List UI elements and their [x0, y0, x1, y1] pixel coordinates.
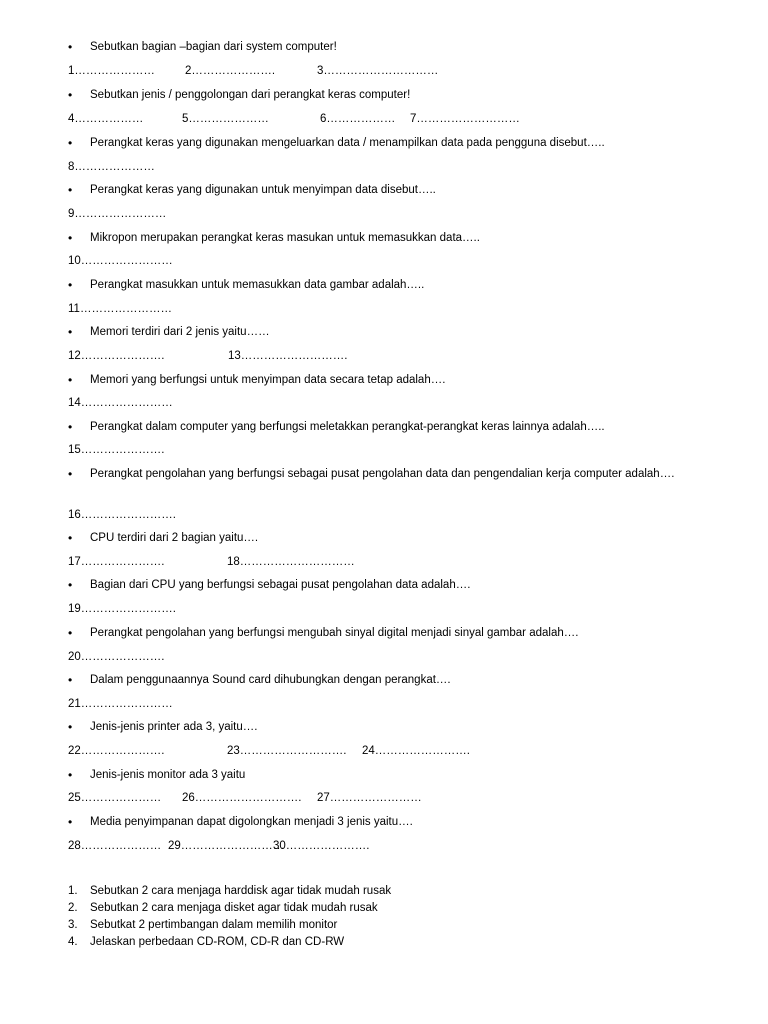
answer-blank: 5………………… — [182, 113, 269, 125]
question-13: • Perangkat pengolahan yang berfungsi mengubah sinyal digital menjadi sinyal gambar adalah…. — [90, 626, 578, 640]
question-5: • Mikropon merupakan perangkat keras masukan untuk memasukkan data….. — [90, 231, 480, 245]
answer-blank: 30…………………. — [273, 840, 370, 852]
answer-blank: 7……………………… — [410, 113, 520, 125]
essay-text: Sebutkan 2 cara menjaga harddisk agar tidak mudah rusak — [90, 885, 392, 897]
essay-number: 2. — [68, 902, 78, 914]
answer-blank: 24……………………. — [362, 745, 470, 757]
essay-item-3 — [68, 918, 337, 932]
answer-blank: 11…………………… — [68, 303, 172, 315]
answer-blank: 18………………………… — [227, 556, 355, 568]
essay-number: 4. — [68, 936, 78, 948]
question-3: • Perangkat keras yang digunakan mengeluarkan data / menampilkan data pada pengguna disebut….. — [90, 136, 605, 150]
essay-item-2 — [68, 901, 378, 915]
answer-blank: 25………………… — [68, 792, 162, 804]
answer-blank: 3………………………… — [317, 65, 439, 77]
answer-blank: 27…………………… — [317, 792, 422, 804]
answer-blank: 15…………………. — [68, 444, 165, 456]
question-7: • Memori terdiri dari 2 jenis yaitu…… — [90, 325, 270, 339]
essay-text: Sebutkan 2 cara menjaga disket agar tidak mudah rusak — [90, 902, 378, 914]
question-15: • Jenis-jenis printer ada 3, yaitu…. — [90, 720, 257, 734]
question-14: • Dalam penggunaannya Sound card dihubungkan dengan perangkat…. — [90, 673, 451, 687]
question-10: • Perangkat pengolahan yang berfungsi sebagai pusat pengolahan data dan pengendalian kerja computer adalah…. — [90, 466, 690, 482]
question-17: • Media penyimpanan dapat digolongkan menjadi 3 jenis yaitu…. — [90, 815, 413, 829]
essay-item-1 — [68, 884, 391, 898]
answer-blank: 26………………………. — [182, 792, 302, 804]
answer-blank: 8………………… — [68, 161, 155, 173]
answer-blank: 2…………………. — [185, 65, 276, 77]
question-16: • Jenis-jenis monitor ada 3 yaitu — [90, 768, 245, 782]
question-12: • Bagian dari CPU yang berfungsi sebagai pusat pengolahan data adalah…. — [90, 578, 470, 592]
answer-blank: 10…………………… — [68, 255, 173, 267]
question-1: • Sebutkan bagian –bagian dari system computer! — [90, 40, 337, 54]
answer-blank: 20…………………. — [68, 651, 165, 663]
essay-text: Jelaskan perbedaan CD-ROM, CD-R dan CD-RW — [90, 936, 345, 948]
answer-blank: 13………………………. — [228, 350, 348, 362]
answer-blank: 28………………… — [68, 840, 162, 852]
essay-text: Sebutkat 2 pertimbangan dalam memilih monitor — [90, 919, 338, 931]
answer-blank: 12…………………. — [68, 350, 165, 362]
answer-blank: 9…………………… — [68, 208, 167, 220]
question-8: • Memori yang berfungsi untuk menyimpan data secara tetap adalah…. — [90, 373, 445, 387]
question-2: • Sebutkan jenis / penggolongan dari perangkat keras computer! — [90, 88, 410, 102]
essay-number: 3. — [68, 919, 78, 931]
answer-blank: 4……………… — [68, 113, 144, 125]
essay-item-4 — [68, 935, 344, 949]
question-9: • Perangkat dalam computer yang berfungsi meletakkan perangkat-perangkat keras lainnya adalah….. — [90, 420, 605, 434]
answer-blank: 16……………………. — [68, 509, 176, 521]
question-11: • CPU terdiri dari 2 bagian yaitu…. — [90, 531, 258, 545]
answer-blank: 17…………………. — [68, 556, 165, 568]
answer-blank: 23………………………. — [227, 745, 347, 757]
question-4: • Perangkat keras yang digunakan untuk menyimpan data disebut….. — [90, 183, 436, 197]
answer-blank: 21…………………… — [68, 698, 173, 710]
answer-blank: 14…………………… — [68, 397, 173, 409]
essay-number: 1. — [68, 885, 78, 897]
answer-blank: 6……………… — [320, 113, 396, 125]
answer-blank: 29……………………… — [168, 840, 285, 852]
question-6: • Perangkat masukkan untuk memasukkan data gambar adalah….. — [90, 278, 424, 292]
answer-blank: 22…………………. — [68, 745, 165, 757]
answer-blank: 19……………………. — [68, 603, 176, 615]
answer-blank: 1………………… — [68, 65, 155, 77]
